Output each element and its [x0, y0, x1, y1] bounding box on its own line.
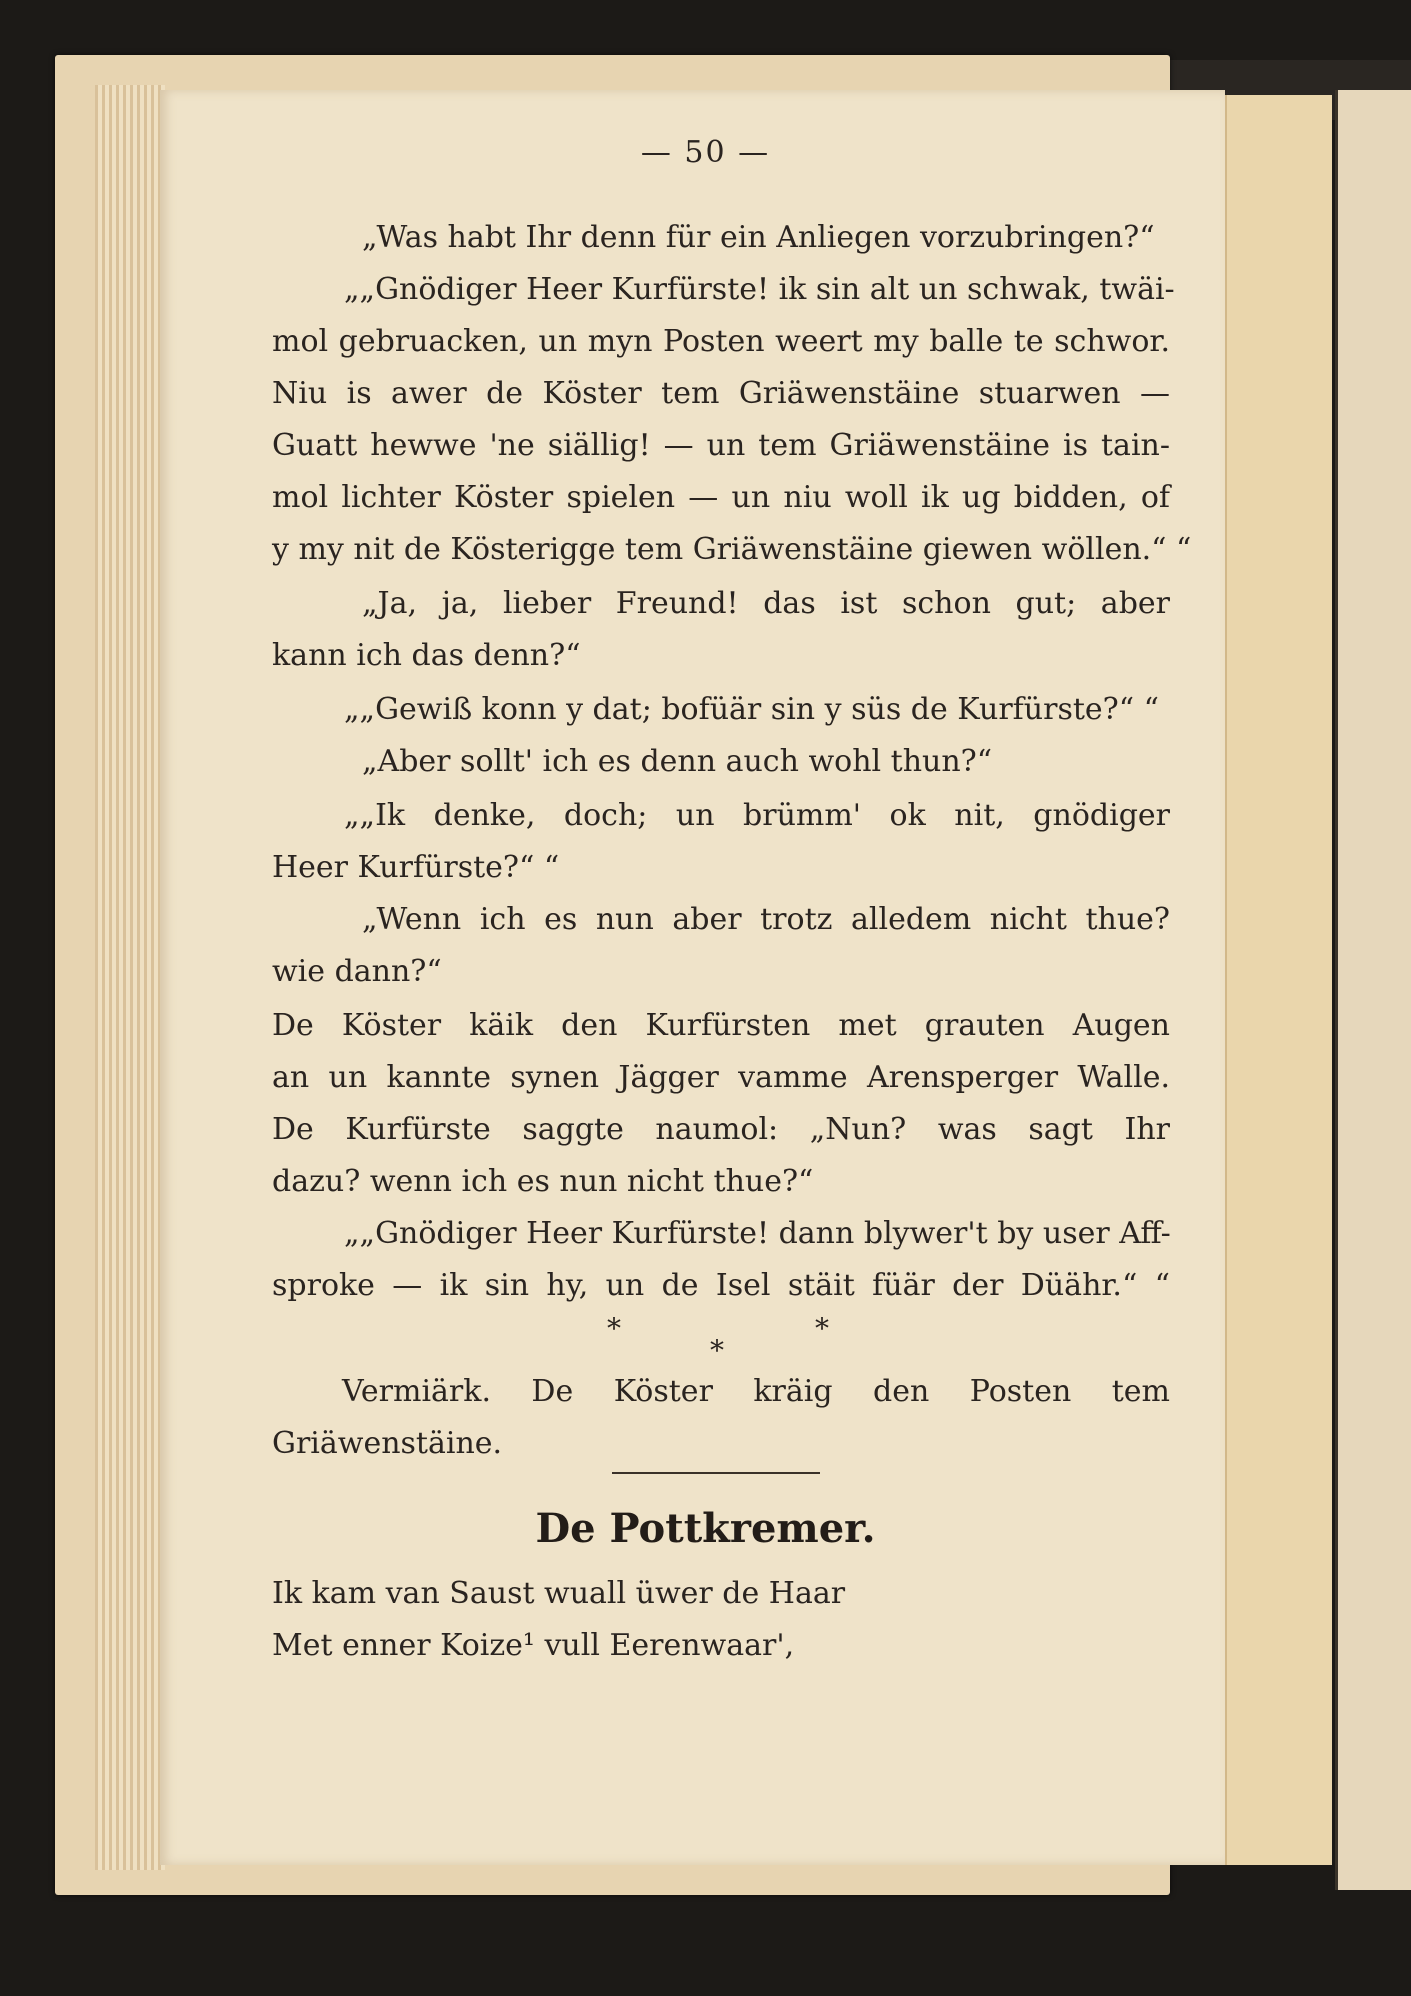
poem-line: Met enner Koize¹ vull Eerenwaar', — [272, 1628, 795, 1663]
text-line: De Köster käik den Kurfürsten met grauten Augen — [272, 1008, 1170, 1043]
section-divider — [612, 1472, 820, 1474]
text-line: dazu? wenn ich es nun nicht thue?“ — [272, 1164, 814, 1199]
text-line: „Was habt Ihr denn für ein Anliegen vorzubringen?“ — [362, 220, 1155, 255]
page-stack-edges — [95, 85, 165, 1870]
text-line: mol gebruacken, un myn Posten weert my balle te schwor. — [272, 324, 1170, 359]
text-line: kann ich das denn?“ — [272, 638, 581, 673]
text-line: „Ja, ja, lieber Freund! das ist schon gut; aber — [362, 586, 1170, 621]
text-line: „„Gnödiger Heer Kurfürste! ik sin alt un schwak, twäi- — [344, 272, 1175, 307]
text-line: „„Ik denke, doch; un brümm' ok nit, gnödiger — [344, 798, 1170, 833]
page-gutter — [1225, 95, 1332, 1865]
text-line: „„Gnödiger Heer Kurfürste! dann blywer't by user Aff- — [344, 1216, 1171, 1251]
text-line: an un kannte synen Jägger vamme Arensperger Walle. — [272, 1060, 1170, 1095]
text-line: wie dann?“ — [272, 954, 442, 989]
star: * — [607, 1312, 621, 1345]
page-number: — 50 — — [640, 135, 771, 170]
text-line: Niu is awer de Köster tem Griäwenstäine stuarwen — — [272, 376, 1170, 411]
note-line: Griäwenstäine. — [272, 1426, 503, 1461]
text-line: mol lichter Köster spielen — un niu woll ik ug bidden, of — [272, 480, 1170, 515]
text-line: „Wenn ich es nun aber trotz alledem nicht thue? — [362, 902, 1170, 937]
poem-line: Ik kam van Saust wuall üwer de Haar — [272, 1576, 846, 1611]
text-line: De Kurfürste saggte naumol: „Nun? was sagt Ihr — [272, 1112, 1170, 1147]
text-line: „Aber sollt' ich es denn auch wohl thun?“ — [362, 744, 993, 779]
text-line: y my nit de Kösterigge tem Griäwenstäine giewen wöllen.“ “ — [272, 532, 1192, 567]
poem-title: De Pottkremer. — [535, 1505, 876, 1552]
text-line: Guatt hewwe 'ne siällig! — un tem Griäwenstäine is tain- — [272, 428, 1170, 463]
star: * — [710, 1334, 724, 1367]
note-line: Vermiärk. De Köster kräig den Posten tem — [342, 1374, 1170, 1409]
star: * — [815, 1312, 829, 1345]
facing-page-edge — [1335, 90, 1411, 1890]
text-line: „„Gewiß konn y dat; bofüär sin y süs de Kurfürste?“ “ — [344, 692, 1159, 727]
text-line: Heer Kurfürste?“ “ — [272, 850, 560, 885]
text-line: sproke — ik sin hy, un de Isel stäit füär der Düähr.“ “ — [272, 1268, 1170, 1303]
